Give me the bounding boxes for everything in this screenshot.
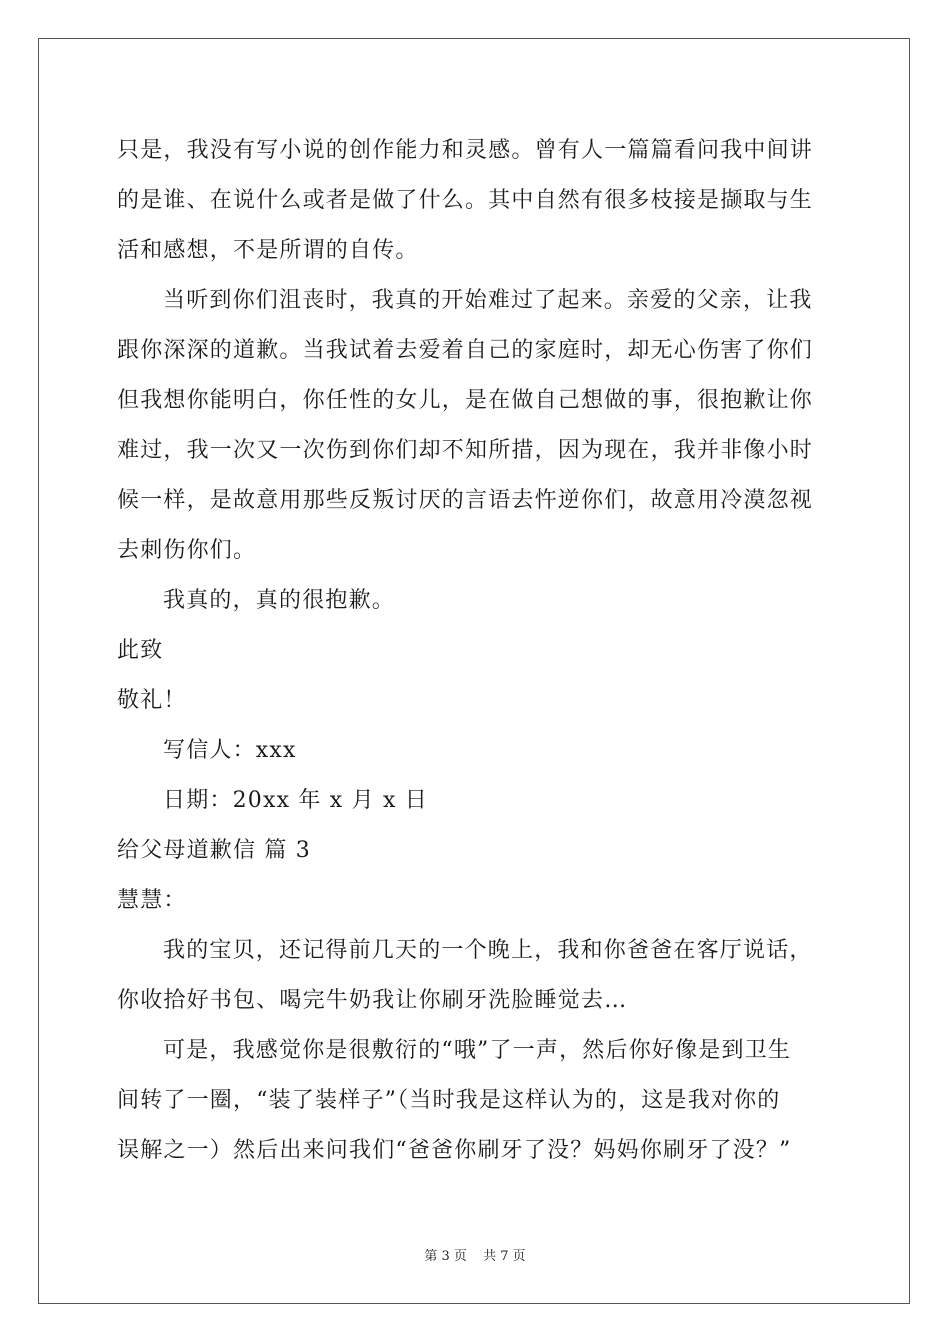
text-line-10: 我真的，真的很抱歉。 [163,588,396,613]
page-total: 共 7 页 [483,1249,526,1264]
text-line-1: 只是，我没有写小说的创作能力和灵感。曾有人一篇篇看问我中间讲 [117,138,814,163]
document-body [117,126,835,1176]
text-line-7: 难过，我一次又一次伤到你们却不知所措，因为现在，我并非像小时 [117,438,814,463]
page-footer [0,1248,950,1266]
letter-greeting: 慧慧： [117,888,187,913]
text-line-8: 候一样，是故意用那些反叛讨厌的言语去忤逆你们，故意用冷漠忽视 [117,488,814,513]
text-line-17: 我的宝贝，还记得前几天的一个晚上，我和你爸爸在客厅说话， [163,938,813,963]
signature-date: 日期：20xx 年 x 月 x 日 [163,788,428,813]
text-line-19: 可是，我感觉你是很敷衍的“哦”了一声，然后你好像是到卫生 [163,1038,792,1063]
closing-salutation: 此致 [117,638,164,663]
text-line-3: 活和感想，不是所谓的自传。 [117,238,419,263]
section-heading: 给父母道歉信 篇 3 [117,838,311,863]
text-line-5: 跟你深深的道歉。当我试着去爱着自己的家庭时，却无心伤害了你们 [117,338,814,363]
text-line-4: 当听到你们沮丧时，我真的开始难过了起来。亲爱的父亲，让我 [163,288,813,313]
text-line-6: 但我想你能明白，你任性的女儿，是在做自己想做的事，很抱歉让你 [117,388,814,413]
closing-regards: 敬礼！ [117,688,187,713]
signature-writer: 写信人：xxx [163,738,297,763]
text-line-20: 间转了一圈，“装了装样子”（当时我是这样认为的，这是我对你的 [117,1088,781,1113]
text-line-2: 的是谁、在说什么或者是做了什么。其中自然有很多枝接是撷取与生 [117,188,814,213]
text-line-18: 你收拾好书包、喝完牛奶我让你刷牙洗脸睡觉去… [117,988,628,1013]
text-line-9: 去刺伤你们。 [117,538,257,563]
page-number: 第 3 页 [424,1249,467,1264]
text-line-21: 误解之一）然后出来问我们“爸爸你刷牙了没？妈妈你刷牙了没？” [117,1138,792,1163]
